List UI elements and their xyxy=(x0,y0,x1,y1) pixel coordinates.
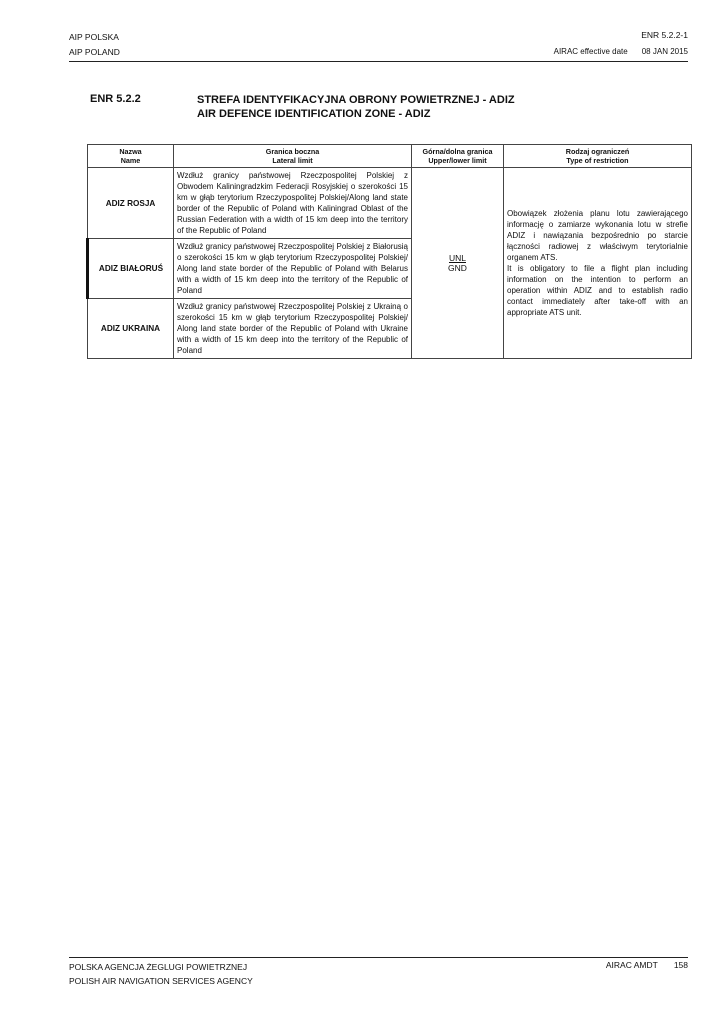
adiz-table xyxy=(86,144,692,359)
footer-divider xyxy=(69,957,688,958)
lateral-limit: Wzdłuż granicy państwowej Rzeczpospolitej Polskiej z Obwodem Kaliningradzkim Federacji Rosyjskiej o szerokości 15 km w głąb terytorium Rzeczypospolitej Polskiej/Along land state border of the Republic of Poland with Kaliningrad Oblast of the Russian Federation with a width of 15 km deep into the territory of the Republic of Poland xyxy=(174,168,412,239)
vertical-limits xyxy=(412,168,504,359)
header-left xyxy=(69,30,120,60)
col-header-name xyxy=(88,145,174,168)
restriction-type xyxy=(504,168,692,359)
restriction-text-pl: Obowiązek złożenia planu lotu zawierającego informację o zamiarze wykonania lotu w strefie ADIZ i nawiązania bezpośrednio po starcie łączności radiowej z właściwym terytorialnie organem ATS. xyxy=(507,209,688,262)
header-aip-polska: AIP POLSKA xyxy=(69,32,119,42)
header-aip-poland: AIP POLAND xyxy=(69,47,120,57)
col-header-limits-en: Upper/lower limit xyxy=(428,156,487,165)
zone-name: ADIZ UKRAINA xyxy=(88,299,174,359)
amdt-label: AIRAC AMDT xyxy=(605,960,658,970)
table-row xyxy=(88,168,692,239)
lower-limit: GND xyxy=(448,263,467,273)
amdt-number: 158 xyxy=(673,960,688,970)
col-header-name-en: Name xyxy=(120,156,141,165)
upper-limit: UNL xyxy=(448,253,466,263)
section-title xyxy=(197,93,515,121)
col-header-restriction xyxy=(504,145,692,168)
header-divider xyxy=(69,61,688,62)
footer-agency-pl: POLSKA AGENCJA ŻEGLUGI POWIETRZNEJ xyxy=(69,962,248,972)
col-header-lateral xyxy=(174,145,412,168)
effective-date-row xyxy=(554,47,688,56)
col-header-limits-pl: Górna/dolna granica xyxy=(422,147,493,156)
col-header-restriction-en: Type of restriction xyxy=(566,156,629,165)
restriction-text-en: It is obligatory to file a flight plan including information on the intention to perform an operation within ADIZ and to establish radio contact immediately after take-off with an appropriate ATS unit. xyxy=(507,264,688,317)
effective-date-label: AIRAC effective date xyxy=(553,47,628,56)
footer-agency-en: POLISH AIR NAVIGATION SERVICES AGENCY xyxy=(69,976,253,986)
footer-agency xyxy=(69,960,253,988)
col-header-restriction-pl: Rodzaj ograniczeń xyxy=(565,147,630,156)
lateral-limit: Wzdłuż granicy państwowej Rzeczpospolitej Polskiej z Białorusią o szerokości 15 km w głąb terytorium Rzeczypospolitej Polskiej/ Along land state border of the Republic of Poland with Belarus with a width of 15 km deep into the territory of the Republic of Poland xyxy=(174,239,412,299)
zone-name: ADIZ BIAŁORUŚ xyxy=(88,239,174,299)
section-title-pl: STREFA IDENTYFIKACYJNA OBRONY POWIETRZNEJ - ADIZ xyxy=(197,94,515,106)
lateral-limit: Wzdłuż granicy państwowej Rzeczpospolitej Polskiej z Ukrainą o szerokości 15 km w głąb terytorium Rzeczypospolitej Polskiej/ Along land state border of the Republic of Poland with Ukraine with a width of 15 km deep into the territory of the Republic of Poland xyxy=(174,299,412,359)
zone-name: ADIZ ROSJA xyxy=(88,168,174,239)
col-header-lateral-pl: Granica boczna xyxy=(265,147,320,156)
section-title-en: AIR DEFENCE IDENTIFICATION ZONE - ADIZ xyxy=(197,108,431,120)
page-reference: ENR 5.2.2-1 xyxy=(641,30,688,40)
col-header-lateral-en: Lateral limit xyxy=(272,156,313,165)
section-number: ENR 5.2.2 xyxy=(90,93,141,105)
table-header-row xyxy=(88,145,692,168)
col-header-name-pl: Nazwa xyxy=(119,147,142,156)
col-header-limits xyxy=(412,145,504,168)
effective-date-value: 08 JAN 2015 xyxy=(641,47,688,56)
footer-amendment xyxy=(606,960,688,970)
